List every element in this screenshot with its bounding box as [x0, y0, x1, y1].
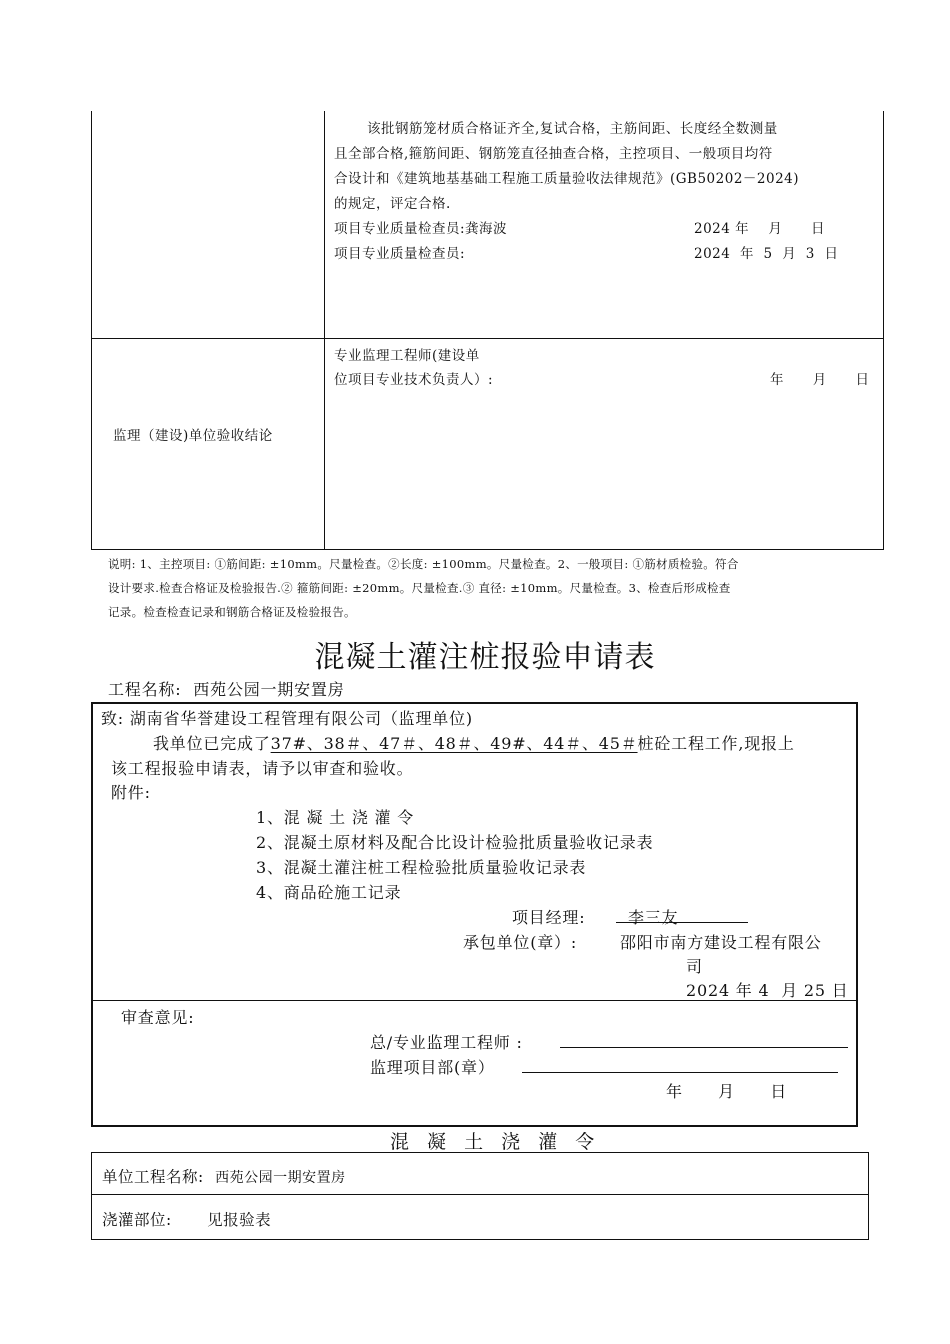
project-name-row	[108, 677, 345, 700]
contractor-label: 承包单位(章）:	[463, 933, 578, 952]
project-name-label: 工程名称:	[108, 680, 182, 699]
body-prefix: 我单位已完成了	[153, 734, 271, 753]
attachments-label: 附件:	[111, 783, 151, 802]
supervisor-engineer-label: 专业监理工程师(建设单	[334, 348, 480, 364]
attachment-item: 2、混凝土原材料及配合比设计检验批质量验收记录表	[256, 833, 654, 852]
attachment-item: 1、混 凝 土 浇 灌 令	[256, 808, 415, 827]
quality-inspector-date: 2024 年 5 月 3 日	[694, 246, 839, 262]
chief-engineer-signature-line	[560, 1047, 848, 1048]
body-suffix: 桩砼工程工作,现报上	[637, 734, 795, 753]
quality-inspector-date: 2024 年 月 日	[694, 221, 826, 237]
contractor-name: 邵阳市南方建设工程有限公	[620, 933, 822, 952]
application-body-line	[153, 731, 795, 754]
completed-piles: 37#、38＃、47＃、48＃、49#、44＃、45＃	[270, 734, 638, 753]
supervisor-engineer-label: 位项目专业技术负责人）:	[334, 372, 494, 388]
pour-location-value: 见报验表	[207, 1211, 272, 1229]
evaluation-text-line: 合设计和《建筑地基基础工程施工质量验收法律规范》(GB50202－2024)	[334, 171, 800, 187]
notes-line: 设计要求.检查合格证及检验报告.② 箍筋间距: ±20mm。尺量检查.③ 直径: ±10mm。尺量检查。3、检查后形成检查	[108, 581, 731, 595]
evaluation-text-line: 的规定，评定合格.	[334, 196, 451, 212]
quality-inspector-label: 项目专业质量检查员:	[334, 246, 466, 262]
project-manager-underline	[616, 922, 748, 923]
unit-project-value: 西苑公园一期安置房	[215, 1170, 346, 1186]
chief-engineer-label: 总/专业监理工程师 :	[370, 1033, 523, 1052]
table-row-divider	[92, 1194, 868, 1195]
pour-location-row	[102, 1208, 271, 1230]
review-opinion-label: 审查意见:	[121, 1008, 195, 1027]
project-manager-name: 李三友	[628, 908, 679, 927]
review-date: 年 月 日	[666, 1082, 788, 1101]
supervision-dept-label: 监理项目部(章）	[370, 1058, 495, 1077]
application-body-line: 该工程报验申请表，请予以审查和验收。	[111, 759, 414, 778]
attachment-item: 3、混凝土灌注桩工程检验批质量验收记录表	[256, 858, 587, 877]
table-row-divider	[91, 338, 883, 339]
notes-line: 记录。检查检查记录和钢筋合格证及检验报告。	[108, 605, 356, 619]
addressee-line: 致: 湖南省华誉建设工程管理有限公司（监理单位)	[101, 709, 473, 728]
unit-project-label: 单位工程名称:	[102, 1168, 204, 1186]
application-date: 2024 年 4 月 25 日	[686, 981, 849, 1000]
quality-inspector-label: 项目专业质量检查员:龚海波	[334, 221, 508, 237]
pouring-order-title: 混 凝 土 浇 灌 令	[390, 1131, 601, 1153]
supervisor-date: 年 月 日	[770, 372, 870, 388]
evaluation-text-line: 且全部合格,箍筋间距、钢筋笼直径抽查合格，主控项目、一般项目均符	[334, 146, 773, 162]
project-name-value: 西苑公园一期安置房	[193, 680, 345, 699]
contractor-name: 司	[686, 957, 703, 976]
table-column-divider	[324, 111, 325, 549]
supervisor-row-label: 监理（建设)单位验收结论	[113, 428, 273, 444]
evaluation-text-line: 该批钢筋笼材质合格证齐全,复试合格，主筋间距、长度经全数测量	[367, 121, 778, 137]
form-title: 混凝土灌注桩报验申请表	[314, 640, 656, 675]
project-manager-label: 项目经理:	[512, 908, 586, 927]
pour-location-label: 浇灌部位:	[102, 1211, 172, 1229]
supervision-dept-signature-line	[522, 1072, 838, 1073]
unit-project-row	[102, 1165, 346, 1187]
attachment-item: 4、商品砼施工记录	[256, 883, 402, 902]
notes-line: 说明: 1、主控项目: ①筋间距: ±10mm。尺量检查。②长度: ±100mm。尺量检查。2、一般项目: ①筋材质检验。符合	[108, 557, 739, 571]
